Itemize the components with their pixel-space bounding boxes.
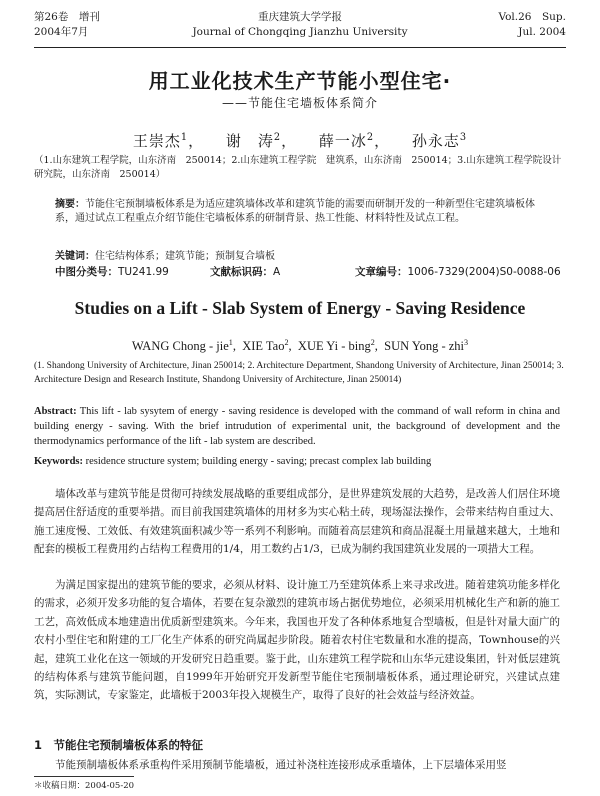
volume-zh: 第26卷 增刊 [34, 11, 100, 23]
affiliation-zh: （1.山东建筑工程学院，山东济南 250014；2.山东建筑工程学院 建筑系，山东济南 250014；3.山东建筑工程学院设计研究院，山东济南 250014） [34, 155, 562, 180]
abstract-en [34, 404, 560, 449]
author-list-en: WANG Chong - jie$^1$, XIE Tao$^2$, XUE Yi - bing$^2$, SUN Yong - zhi$^3$ [131, 338, 469, 354]
keywords-zh-text: 住宅结构体系；建筑节能；预制复合墙板 [95, 251, 275, 262]
paper-subtitle-zh: ——节能住宅墙板体系简介 [221, 96, 378, 110]
body-paragraph: 节能预制墙板体系承重构件采用预制节能墙板，通过补浇柱连接形成承重墙体，上下层墙体采用竖 [55, 759, 507, 771]
keywords-en [34, 455, 560, 469]
affiliation-en: (1. Shandong University of Architecture, Jinan 250014; 2. Architecture Department, Shandong University of Architecture, Jinan 250014; 3. Architecture Design and Research Institute, Shandong University of Architecture, Jinan 250014) [34, 361, 564, 385]
author-en: XIE Tao$^2$ [242, 338, 289, 354]
document-code: 文献标识码：A [210, 266, 281, 278]
section-heading: 1 节能住宅预制墙板体系的特征 [34, 738, 203, 752]
author-en: SUN Yong - zhi$^3$ [384, 338, 469, 354]
date-zh: 2004年7月 [34, 26, 89, 38]
author-zh: 谢 涛$^2$ [225, 132, 282, 150]
header-right [498, 10, 566, 40]
header-center [34, 10, 566, 40]
author-zh: 薛一冰$^2$ [318, 132, 375, 150]
author-zh: 孙永志$^3$ [411, 132, 468, 150]
author-en: XUE Yi - bing$^2$ [297, 338, 375, 354]
footnote-rule [34, 776, 134, 777]
abstract-zh-text: 节能住宅预制墙板体系是为适应建筑墙体改革和建筑节能的需要而研制开发的一种新型住宅建筑墙板体系，通过试点工程重点介绍节能住宅墙板体系的研制背景、热工性能、材料特性及试点工程。 [55, 199, 535, 224]
journal-name-en: Journal of Chongqing Jianzhu University [192, 26, 408, 38]
author-list-zh: 王崇杰$^1$， 谢 涛$^2$， 薛一冰$^2$， 孙永志$^3$ [132, 132, 468, 150]
author-zh: 王崇杰$^1$ [132, 132, 189, 150]
keywords-zh [55, 250, 554, 264]
abstract-en-text: This lift - lab sysytem of energy - saving residence is developed with the command of wall reform in china and building energy - saving. With the brief intrudution of experimental unit, the background of development and the thermodynamics performance of the lift - lab system are described. [34, 406, 561, 447]
footnote-received-date: ＊收稿日期：2004-05-20 [34, 781, 135, 791]
keywords-en-label: Keywords: [34, 456, 83, 467]
keywords-en-text: residence structure system; building energy - saving; precast complex lab building [85, 456, 432, 467]
paper-title-zh: 用工业化技术生产节能小型住宅· [148, 69, 452, 93]
journal-name-zh: 重庆建筑大学学报 [258, 11, 342, 23]
abstract-zh-label: 摘要： [55, 199, 85, 210]
volume-en: Vol.26 Sup. [498, 11, 566, 23]
keywords-zh-label: 关键词： [55, 251, 95, 262]
abstract-en-label: Abstract: [34, 406, 77, 417]
author-en: WANG Chong - jie$^1$ [131, 338, 233, 354]
article-number: 文章编号：1006-7329(2004)S0-0088-06 [355, 266, 561, 278]
running-header [34, 8, 566, 48]
date-en: Jul. 2004 [518, 26, 566, 38]
clc-number: 中图分类号：TU241.99 [55, 266, 169, 278]
abstract-zh [55, 198, 554, 226]
paper-title-en: Studies on a Lift - Slab System of Energy - Saving Residence [74, 298, 526, 318]
body-paragraph: 为满足国家提出的建筑节能的要求，必须从材料、设计施工乃至建筑体系上来寻求改进。随着建筑功能多样化的需求，必须开发多功能的复合墙体，若要在复杂激烈的建筑市场占据优势地位，必须采用机械化生产和新的施工工艺，高效低成本地建造出优质新型建筑来。今年来，我国也开发了各种体系地复合型墙板，但是针对量大面广的农村小型住宅和附建的工厂化生产体系的研究尚属起步阶段。随着农村住宅数量和水准的提高，Townhouse的兴起，建筑工业化在这一领域的开发研究日趋重要。鉴于此，山东建筑工程学院和山东华元建设集团，针对低层建筑的结构体系与建筑节能问题，自1999年开始研究开发新型节能住宅预制墙板体系，通过理论研究，兴建试点建筑，实际测试，专家鉴定，此墙板于2003年投入规模生产，取得了良好的社会效益与经济效益。 [34, 579, 560, 702]
body-paragraph: 墙体改革与建筑节能是贯彻可持续发展战略的重要组成部分，是世界建筑发展的大趋势，是改善人们居住环境提高居住舒适度的重要举措。而目前我国建筑墙体的用材多为实心粘土砖，现场湿法操作，会带来结构自重过大、施工速度慢、工效低、有效建筑面积减少等一系列不利影响。而随着高层建筑和商品混凝土用量越来越大，土地和配套的模板工程费用约占结构工程费用的1/4，用工数约占1/3，已成为制约我国建筑业发展的一项措大工程。 [34, 488, 560, 556]
